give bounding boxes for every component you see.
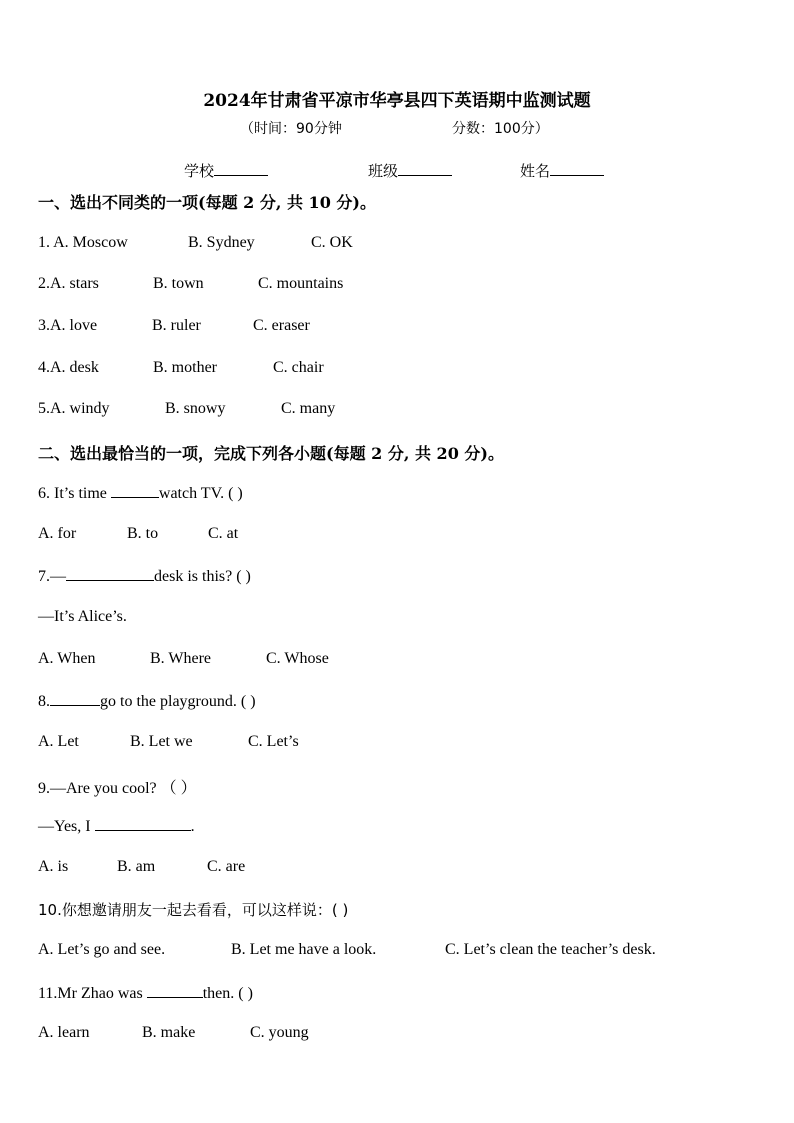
question-9: 9.—Are you cool? （ ） [38,780,197,797]
school-blank[interactable] [214,161,268,176]
q7-blank[interactable] [66,566,154,581]
q11-blank[interactable] [147,983,203,998]
question-6 [38,483,243,503]
q8-option-a[interactable]: A. Let [38,733,79,750]
q11-stem-start: 11.Mr Zhao was [38,985,143,1002]
q7-option-b[interactable]: B. Where [150,650,212,667]
q2-option-b[interactable]: B. town [153,275,204,292]
question-11 [38,983,253,1003]
q6-option-a[interactable]: A. for [38,525,77,542]
exam-time: （时间：90分钟 [240,121,342,137]
q11-option-a[interactable]: A. learn [38,1024,90,1041]
class-label: 班级 [368,162,399,180]
q2-option-c[interactable]: C. mountains [258,275,344,292]
q8-option-b[interactable]: B. Let we [130,733,193,750]
section2-heading: 二、选出最恰当的一项，完成下列各小题(每题 2 分, 共 20 分)。 [38,444,504,463]
q10-option-c[interactable]: C. Let’s clean the teacher’s desk. [445,941,656,958]
q6-option-c[interactable]: C. at [208,525,239,542]
name-blank[interactable] [550,161,604,176]
q6-blank[interactable] [111,483,159,498]
q8-option-c[interactable]: C. Let’s [248,733,299,750]
q1-option-b[interactable]: B. Sydney [188,234,255,251]
q8-stem-start: 8. [38,693,50,710]
q5-option-b[interactable]: B. snowy [165,400,226,417]
q5-option-a[interactable]: 5.A. windy [38,400,110,417]
q4-option-b[interactable]: B. mother [153,359,217,376]
question-10: 10.你想邀请朋友一起去看看，可以这样说：( ) [38,901,349,919]
q11-option-c[interactable]: C. young [250,1024,309,1041]
class-blank[interactable] [398,161,452,176]
q7-option-c[interactable]: C. Whose [266,650,329,667]
question-7 [38,566,251,586]
name-field[interactable] [520,160,604,181]
q3-option-b[interactable]: B. ruler [152,317,201,334]
page-title: 2024年甘肃省平凉市华亭县四下英语期中监测试题 [203,91,591,111]
q8-blank[interactable] [50,691,100,706]
q3-option-c[interactable]: C. eraser [253,317,310,334]
q4-option-c[interactable]: C. chair [273,359,324,376]
q9-blank[interactable] [95,816,191,831]
question-8 [38,691,256,711]
q5-option-c[interactable]: C. many [281,400,336,417]
q10-option-b[interactable]: B. Let me have a look. [231,941,377,958]
exam-score: 分数：100分） [452,121,549,137]
q7-option-a[interactable]: A. When [38,650,96,667]
q9-option-b[interactable]: B. am [117,858,156,875]
q6-option-b[interactable]: B. to [127,525,159,542]
q11-stem-end: then. ( ) [202,985,253,1002]
q4-option-a[interactable]: 4.A. desk [38,359,99,376]
q9-option-a[interactable]: A. is [38,858,69,875]
q3-option-a[interactable]: 3.A. love [38,317,98,334]
q6-stem-start: 6. It’s time [38,485,107,502]
q6-stem-end: watch TV. ( ) [158,485,243,502]
school-field[interactable] [184,160,268,181]
q7-stem-end: desk is this? ( ) [154,568,251,585]
q9-reply-end: . [190,818,195,835]
class-field[interactable] [368,160,452,181]
q9-option-c[interactable]: C. are [207,858,246,875]
q1-option-a[interactable]: 1. A. Moscow [38,234,128,251]
school-label: 学校 [184,162,215,180]
q1-option-c[interactable]: C. OK [311,234,353,251]
q9-reply [38,816,195,836]
section1-heading: 一、选出不同类的一项(每题 2 分, 共 10 分)。 [38,193,376,212]
name-label: 姓名 [520,162,551,180]
q7-reply: —It’s Alice’s. [38,608,127,625]
q2-option-a[interactable]: 2.A. stars [38,275,99,292]
q9-reply-start: —Yes, I [38,818,91,835]
q7-stem-start: 7.— [38,568,66,585]
q11-option-b[interactable]: B. make [142,1024,196,1041]
q8-stem-end: go to the playground. ( ) [100,693,256,710]
q10-option-a[interactable]: A. Let’s go and see. [38,941,166,958]
